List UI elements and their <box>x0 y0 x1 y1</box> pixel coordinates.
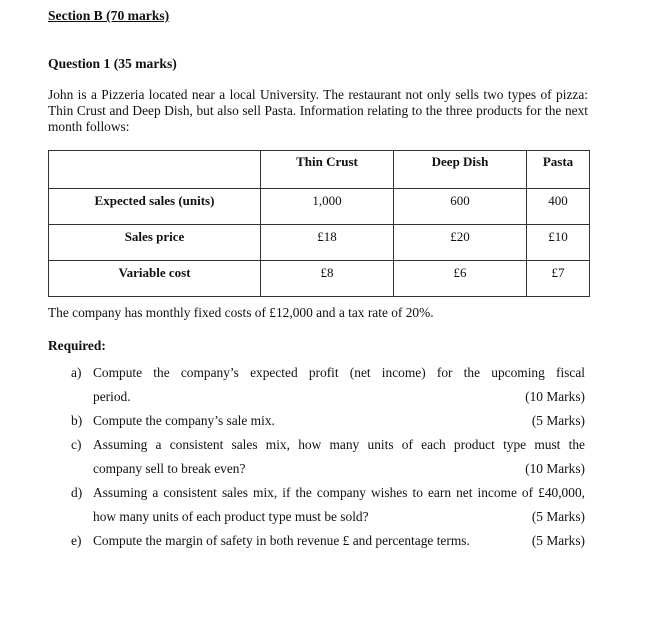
cell-thin: £18 <box>261 225 394 261</box>
header-empty <box>49 151 261 189</box>
requirement-text: Assuming a consistent sales mix, if the company wishes to earn net income of £40,000, <box>93 485 585 500</box>
cell-deep: £6 <box>394 261 527 297</box>
requirement-e <box>71 529 585 553</box>
requirement-text-cont: how many units of each product type must be sold? <box>93 509 369 524</box>
requirement-text: Assuming a consistent sales mix, how many units of each product type must the <box>93 437 585 452</box>
table-row <box>49 189 590 225</box>
fixed-costs-text: The company has monthly fixed costs of £12,000 and a tax rate of 20%. <box>48 305 434 320</box>
header-thin-crust: Thin Crust <box>261 151 394 189</box>
cell-pasta: £10 <box>527 225 590 261</box>
requirement-marks: (5 Marks) <box>531 509 585 524</box>
cell-thin: 1,000 <box>261 189 394 225</box>
cell-pasta: £7 <box>527 261 590 297</box>
requirement-letter: b) <box>71 413 83 428</box>
requirement-letter: d) <box>71 485 83 500</box>
table-row <box>49 261 590 297</box>
requirement-letter: a) <box>71 365 82 380</box>
requirements-list <box>71 361 585 553</box>
cell-deep: 600 <box>394 189 527 225</box>
requirement-text-cont: period. <box>93 389 131 404</box>
requirement-b <box>71 409 585 433</box>
cell-thin: £8 <box>261 261 394 297</box>
requirement-letter: e) <box>71 533 82 548</box>
question-title: Question 1 (35 marks) <box>48 56 177 71</box>
requirement-marks: (5 Marks) <box>531 413 585 428</box>
table-row <box>49 225 590 261</box>
section-title: Section B (70 marks) <box>48 8 170 23</box>
required-label: Required: <box>48 338 106 353</box>
requirement-text: Compute the margin of safety in both revenue £ and percentage terms. <box>93 533 470 548</box>
header-pasta: Pasta <box>527 151 590 189</box>
row-label: Expected sales (units) <box>49 189 261 225</box>
row-label: Sales price <box>49 225 261 261</box>
requirement-d <box>71 481 585 529</box>
cell-deep: £20 <box>394 225 527 261</box>
product-table <box>48 150 590 297</box>
requirement-letter: c) <box>71 437 82 452</box>
requirement-marks: (10 Marks) <box>525 461 585 476</box>
requirement-marks: (10 Marks) <box>525 389 585 404</box>
requirement-marks: (5 Marks) <box>531 533 585 548</box>
requirement-text-cont: company sell to break even? <box>93 461 246 476</box>
requirement-text: Compute the company’s sale mix. <box>93 413 275 428</box>
header-deep-dish: Deep Dish <box>394 151 527 189</box>
intro-paragraph: John is a Pizzeria located near a local University. The restaurant not only sells two types of pizza: Thin Crust and Deep Dish, but also sell Pasta. Information relating to the three products for the next month follows: <box>48 87 588 134</box>
requirement-c <box>71 433 585 481</box>
cell-pasta: 400 <box>527 189 590 225</box>
requirement-text: Compute the company’s expected profit (net income) for the upcoming fiscal <box>93 365 585 380</box>
row-label: Variable cost <box>49 261 261 297</box>
requirement-a <box>71 361 585 409</box>
table-header-row <box>49 151 590 189</box>
